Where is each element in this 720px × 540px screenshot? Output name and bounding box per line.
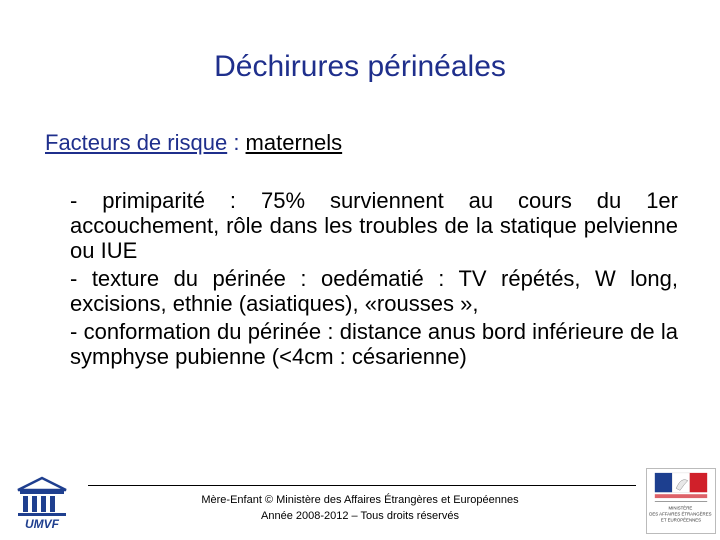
footer-text [140, 492, 580, 524]
umvf-logo [12, 474, 72, 530]
paragraph-primiparity: - primiparité : 75% surviennent au cours du 1er accouchement, rôle dans les troubles de la statique pelvienne ou IUE [70, 188, 678, 263]
risk-factors-link[interactable]: Facteurs de risque [45, 130, 228, 155]
body-text [70, 188, 678, 372]
subtitle [45, 130, 342, 156]
ministere-logo-text: MINISTÈRE DES AFFAIRES ÉTRANGÈRES ET EUROPÉENNES [649, 505, 712, 523]
subtitle-maternal: maternels [245, 130, 343, 155]
footer-rule [88, 485, 636, 486]
footer-line-year: Année 2008-2012 – Tous droits réservés [261, 510, 459, 522]
slide-title: Déchirures périnéales [214, 50, 506, 83]
subtitle-separator: : [227, 130, 246, 155]
footer-line-copyright: Mère-Enfant © Ministère des Affaires Étrangères et Européennes [201, 494, 519, 506]
paragraph-conformation: - conformation du périnée : distance anus bord inférieure de la symphyse pubienne (<4cm : césarienne) [70, 319, 678, 369]
paragraph-texture: - texture du périnée : oedématié : TV répétés, W long, excisions, ethnie (asiatiques), «rousses », [70, 266, 678, 316]
umvf-logo-text: UMVF [25, 517, 59, 530]
ministere-logo [646, 468, 716, 534]
